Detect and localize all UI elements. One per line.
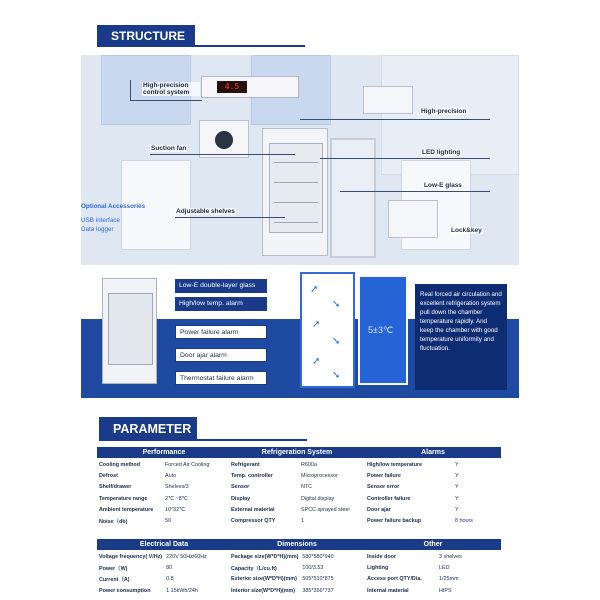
structure-heading: STRUCTURE: [97, 25, 195, 47]
feature-door-ajar-alarm: Door ajar alarm: [175, 348, 267, 362]
table-row: Power（W) 80: [99, 564, 173, 572]
callout-led-lighting: LED lighting: [422, 149, 461, 156]
accessory-data-logger: Data logger: [81, 226, 114, 233]
table-row: High/low temperature Y: [367, 461, 459, 468]
parameter-heading: PARAMETER: [99, 417, 197, 441]
table-row: Capacity（L/cu.ft) 100/3.53: [231, 564, 324, 572]
airflow-description: Real forced air circulation and excellent refrigeration system pull down the chamber temperature rapidly. And keep the chamber with good temperature uniformity and fluctuation.: [415, 284, 507, 390]
other-table: [365, 551, 464, 596]
temperature-display: 4.5: [217, 81, 247, 93]
accessories-box: [81, 197, 173, 247]
callout-adjustable-shelves: Adjustable shelves: [176, 208, 235, 215]
accessory-usb: USB interface: [81, 217, 120, 224]
feature-temp-alarm: High/low temp. alarm: [175, 297, 267, 311]
callout-high-precision: High-precision: [421, 108, 467, 115]
callout-control-system: High-precision control system: [142, 82, 200, 96]
table-row: Power failure backup 8 hours: [367, 518, 473, 525]
table-row: Internal material HIPS: [367, 587, 452, 594]
table-row: Voltage frequency( V/Hz) 220V 50Hz/60Hz: [99, 553, 207, 560]
dimensions-table: [229, 551, 336, 596]
accessories-title: Optional Accessories: [81, 203, 146, 210]
table-row: Defrost Auto: [99, 472, 177, 479]
table-row: Door ajar Y: [367, 506, 459, 513]
callout-suction-fan: Suction fan: [151, 145, 187, 152]
lock-thumb: [388, 200, 438, 238]
table-row: Current（A) 0.8: [99, 576, 174, 584]
chamber-diagram: [358, 275, 408, 385]
table-row: Temp. controller Microprocessor: [231, 472, 338, 479]
fan-thumb: [199, 120, 249, 158]
airflow-diagram: ➚ ➘ ➚ ➘ ➚ ➘: [300, 272, 355, 388]
table-row: Power failure Y: [367, 472, 459, 479]
feature-lowe-glass: Low-E double-layer glass: [175, 279, 267, 293]
glass-thumb: [363, 86, 413, 114]
mini-fridge-image: [102, 278, 157, 384]
refrigeration-table: [229, 459, 352, 527]
performance-header: Performance: [97, 447, 231, 458]
refrigerator-image: [262, 128, 328, 256]
feature-power-failure-alarm: Power failure alarm: [175, 325, 267, 339]
electrical-table: [97, 551, 209, 596]
chamber-temperature: 5±3℃: [368, 325, 394, 335]
table-row: Sensor NTC: [231, 484, 313, 491]
control-panel-thumb: [201, 76, 299, 98]
table-row: Lighting LED: [367, 564, 450, 571]
feature-thermostat-failure-alarm: Thermostat failure alarm: [175, 371, 267, 385]
refrigeration-header: Refrigeration System: [229, 447, 365, 458]
table-row: Cooling method Forced Air Cooling: [99, 461, 210, 468]
other-header: Other: [365, 539, 501, 550]
table-row: Sensor error Y: [367, 484, 459, 491]
dimensions-header: Dimensions: [229, 539, 365, 550]
table-row: Display Digital display: [231, 495, 335, 502]
open-door-image: [330, 138, 376, 258]
table-row: Exterior size(W*D*H)(mm) 505*510*875: [231, 576, 334, 583]
alarms-table: [365, 459, 475, 527]
table-row: Shelf/drawer Shelves/3: [99, 484, 189, 491]
callout-lock-key: Lock&key: [451, 227, 482, 234]
alarms-header: Alarms: [365, 447, 501, 458]
table-row: Refrigerant R600a: [231, 461, 317, 468]
table-row: Interior size(W*D*H)(mm) 385*356*737: [231, 587, 334, 594]
performance-table: [97, 459, 211, 527]
table-row: Inside door 3 shelves: [367, 553, 462, 560]
table-row: Temperature range 2℃ ~8℃: [99, 495, 188, 502]
table-row: Ambient temperature 10°32℃: [99, 506, 186, 513]
table-row: Compressor QTY 1: [231, 518, 304, 525]
electrical-header: Electrical Data: [97, 539, 231, 550]
table-row: Noise（db) 50: [99, 518, 171, 526]
table-row: Controller failure Y: [367, 495, 459, 502]
table-row: External material SPCC sprayed steel: [231, 506, 350, 513]
table-row: Power consumption 1.15kWh/24h: [99, 587, 198, 594]
table-row: Package size(W*D*H)(mm) 580*580*940: [231, 553, 334, 560]
table-row: Access port QTY/Dia. 1/25mm: [367, 576, 459, 583]
callout-lowe-glass: Low-E glass: [424, 182, 462, 189]
